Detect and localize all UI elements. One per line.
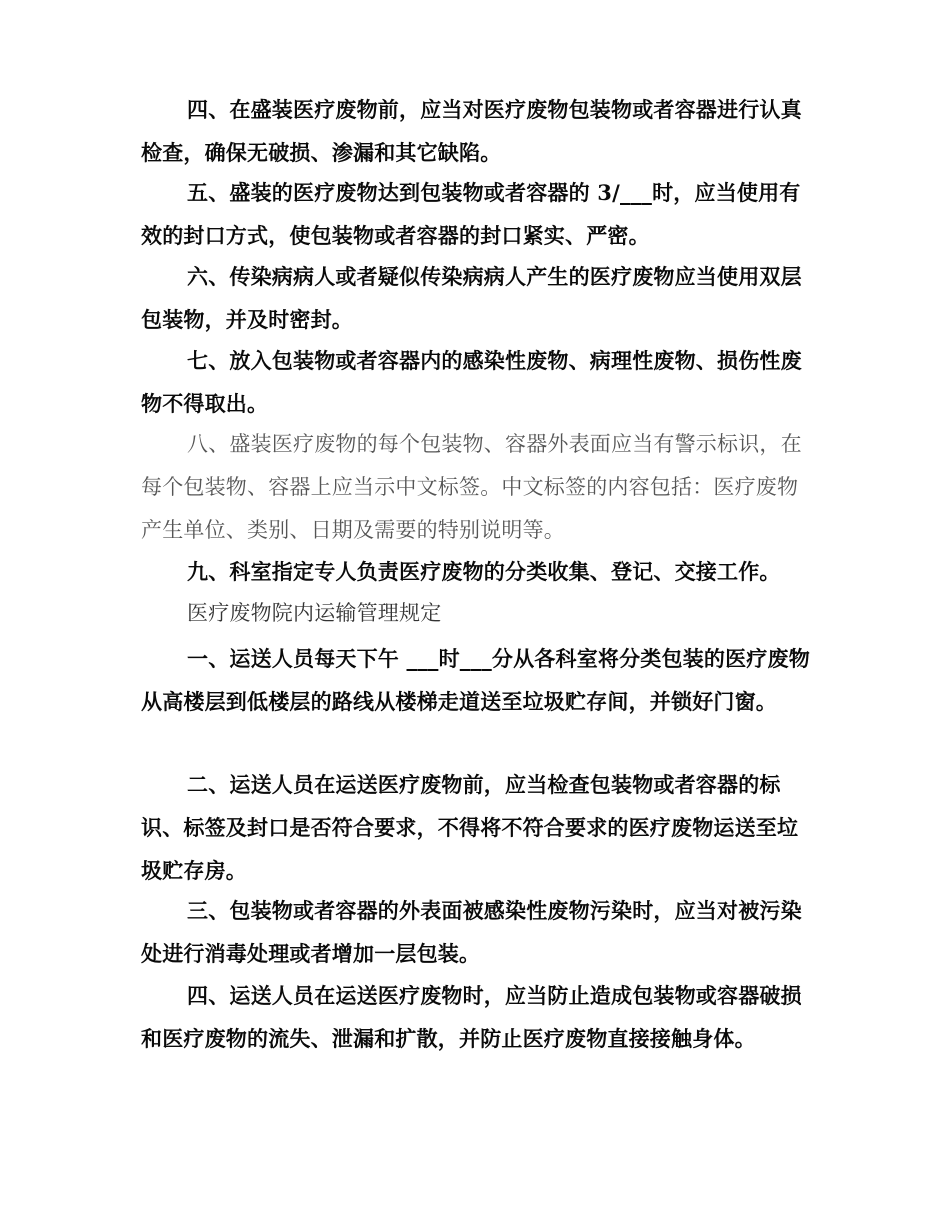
paragraph-no-removal-rule-7: 七、放入包装物或者容器内的感染性废物、病理性废物、损伤性废物不得取出。	[141, 348, 802, 416]
section-title: 医疗废物院内运输管理规定	[187, 601, 442, 625]
paragraph-transport-rule-3: 三、包装物或者容器的外表面被感染性废物污染时，应当对被污染处进行消毒处理或者增加一层包装。	[141, 898, 802, 966]
paragraph-transport-rule-1: 一、运送人员每天下午 ___时___分从各科室将分类包装的医疗废物从高楼层到低楼层的路线从楼梯走道送至垃圾贮存间，并锁好门窗。	[141, 646, 810, 714]
paragraph-container-rule-5: 五、盛装的医疗废物达到包装物或者容器的 3/___时，应当使用有效的封口方式，使包装物或者容器的封口紧实、严密。	[141, 180, 801, 248]
paragraph-transport-rule-2: 二、运送人员在运送医疗废物前，应当检查包装物或者容器的标识、标签及封口是否符合要求，不得将不符合要求的医疗废物运送至垃圾贮存房。	[141, 772, 799, 883]
paragraph-staff-rule-9: 九、科室指定专人负责医疗废物的分类收集、登记、交接工作。	[187, 559, 781, 584]
paragraph-disease-packaging-rule-6: 六、传染病病人或者疑似传染病病人产生的医疗废物应当使用双层包装物，并及时密封。	[141, 264, 802, 332]
paragraph-transport-rule-4: 四、运送人员在运送医疗废物时，应当防止造成包装物或容器破损和医疗废物的流失、泄漏和扩散，并防止医疗废物直接接触身体。	[141, 983, 802, 1051]
paragraph-container-rule-4: 四、在盛装医疗废物前，应当对医疗废物包装物或者容器进行认真检查，确保无破损、渗漏和其它缺陷。	[141, 97, 802, 165]
paragraph-label-rule-8: 八、盛装医疗废物的每个包装物、容器外表面应当有警示标识，在每个包装物、容器上应当示中文标签。中文标签的内容包括：医疗废物产生单位、类别、日期及需要的特别说明等。	[141, 432, 802, 542]
